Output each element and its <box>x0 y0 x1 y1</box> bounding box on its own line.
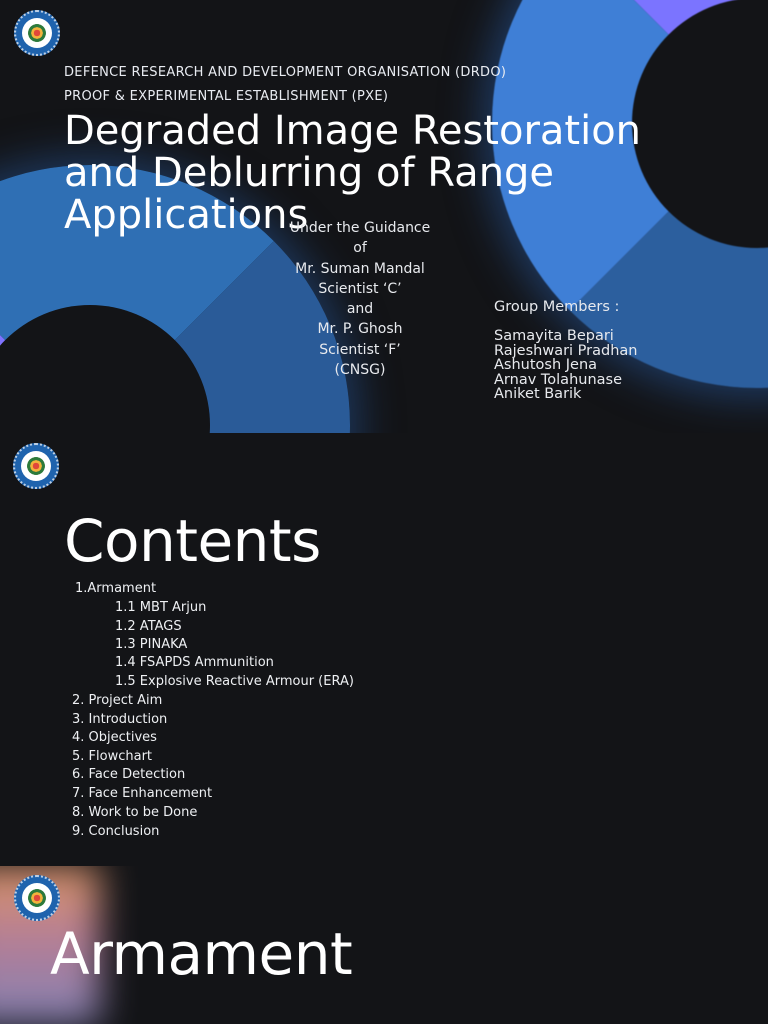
member-name: Rajeshwari Pradhan <box>494 342 638 359</box>
armament-slide <box>0 866 768 1024</box>
toc-item: 1.4 FSAPDS Ammunition <box>115 655 274 670</box>
group-members-label: Group Members : <box>494 299 620 315</box>
toc-item: 6. Face Detection <box>72 767 186 782</box>
org-line-1: DEFENCE RESEARCH AND DEVELOPMENT ORGANISATION (DRDO) <box>64 65 507 80</box>
guidance-line: Mr. P. Ghosh <box>317 321 403 338</box>
toc-item: 9. Conclusion <box>72 824 160 839</box>
org-line-2: PROOF & EXPERIMENTAL ESTABLISHMENT (PXE) <box>64 89 389 104</box>
guidance-line: Under the Guidance <box>289 220 431 236</box>
contents-heading: Contents <box>64 507 321 575</box>
member-name: Arnav Tolahunase <box>494 371 623 388</box>
guidance-line: (CNSG) <box>334 362 386 379</box>
drdo-logo-icon <box>14 10 60 56</box>
guidance-line: Scientist ‘C’ <box>318 280 402 297</box>
contents-slide <box>0 433 768 866</box>
guidance-line: and <box>346 301 374 318</box>
toc-item: 1.2 ATAGS <box>115 619 182 634</box>
guidance-line: Scientist ‘F’ <box>319 341 401 358</box>
title-line: and Deblurring of Range <box>64 150 555 196</box>
drdo-logo-icon <box>14 875 60 921</box>
toc-item: 1.5 Explosive Reactive Armour (ERA) <box>115 674 354 689</box>
toc-item: 8. Work to be Done <box>72 805 198 820</box>
toc-item: 3. Introduction <box>72 712 168 727</box>
group-members-list <box>494 329 638 402</box>
title-line: Applications <box>64 192 309 238</box>
toc-item: 7. Face Enhancement <box>72 786 213 801</box>
toc-item: 1.3 PINAKA <box>115 637 188 652</box>
toc-item: 2. Project Aim <box>72 693 163 708</box>
guidance-block <box>275 218 445 380</box>
toc-item: 1.1 MBT Arjun <box>115 600 207 615</box>
toc-item: 1.Armament <box>75 581 157 596</box>
toc-item: 5. Flowchart <box>72 749 153 764</box>
member-name: Aniket Barik <box>494 386 582 403</box>
title-slide <box>0 0 768 433</box>
title-line: Degraded Image Restoration <box>64 108 642 154</box>
toc-item: 4. Objectives <box>72 730 157 745</box>
armament-heading: Armament <box>50 920 353 988</box>
guidance-line: of <box>353 240 367 257</box>
member-name: Samayita Bepari <box>494 328 614 344</box>
drdo-logo-icon <box>13 443 59 489</box>
member-name: Ashutosh Jena <box>494 357 598 374</box>
guidance-line: Mr. Suman Mandal <box>295 260 425 277</box>
